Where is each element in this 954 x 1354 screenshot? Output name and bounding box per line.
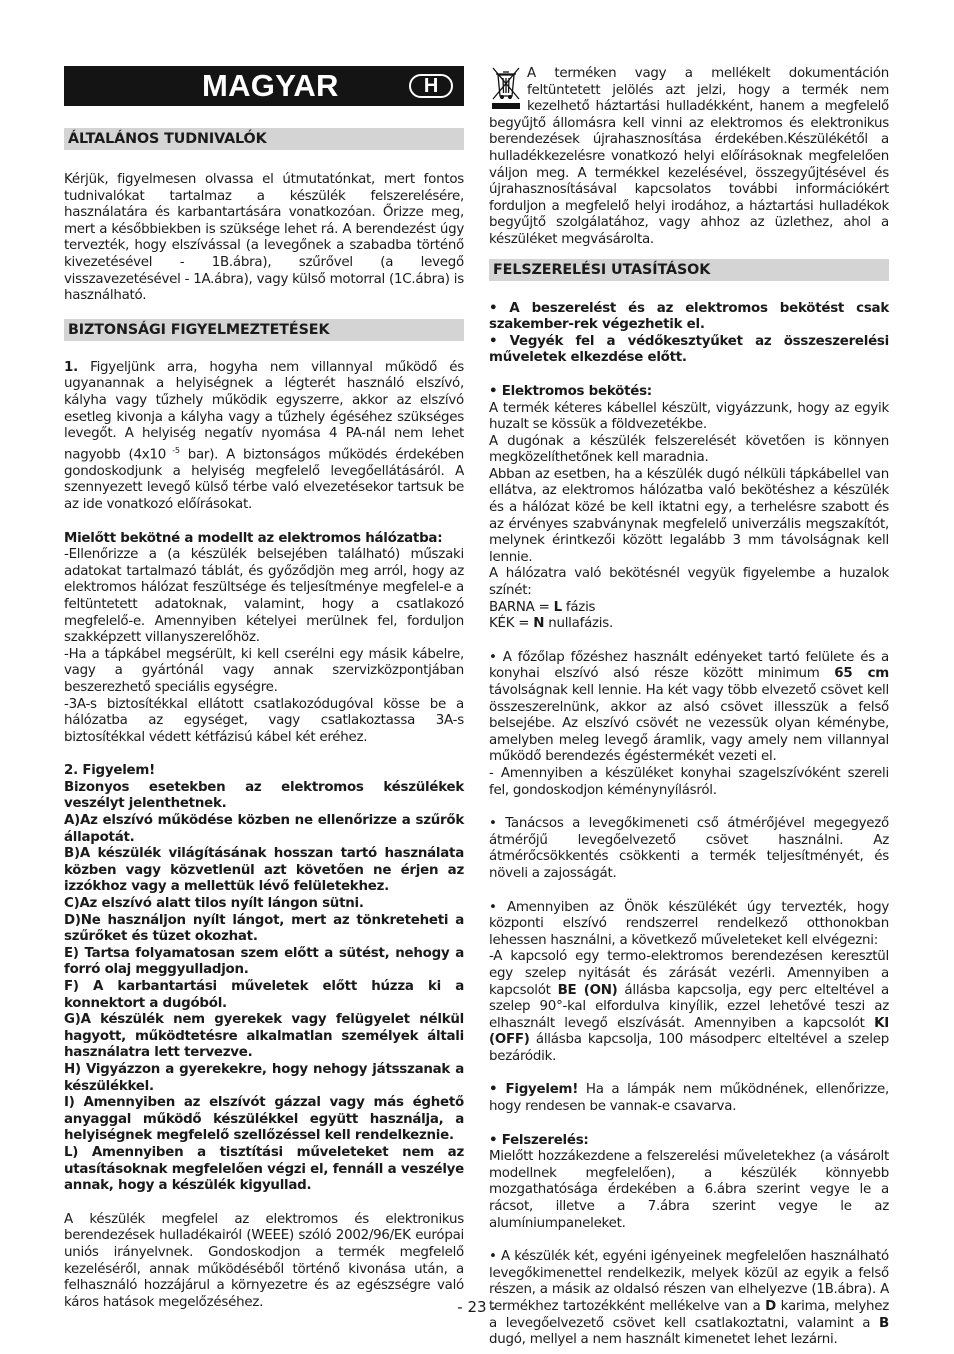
page-number: - 23 - — [457, 1298, 497, 1316]
lamp-warning: • Figyelem! Ha a lámpák nem működnének, ellenőrizze, hogy rendesen be vannak-e csavarva. — [489, 1082, 889, 1115]
electrical-text: A hálózatra való bekötésnél vegyük figyelembe a huzalok színét: — [489, 566, 889, 599]
weee-paragraph: A készülék megfelel az elektromos és elektronikus berendezések hulladékairól (WEEE) szóló 2002/96/EK európai uniós irányelvnek. Gondoskodjon a termék megfelelő kezeléséről, annak működéséből történő kivonása után, a felhasználó hozzájárul a környezetre és az egészségre való káros hatások megelőzéséhez. — [64, 1211, 464, 1310]
warning-item: A)Az elszívó működése közben ne ellenőrizze a szűrők állapotát. — [64, 813, 464, 845]
electrical-text: A dugónak a készülék felszerelését követően is könnyen megközelíthetőnek kell maradnia. — [489, 433, 889, 466]
warning-item: I) Amennyiben az elszívót gázzal vagy más éghető anyaggal működő készülékkel együtt használja, a helyiségnek megfelelő szellőzéssel kell rendelkeznie. — [64, 1095, 464, 1144]
warning-item: C)Az elszívó alatt tilos nyílt lángon sütni. — [64, 896, 364, 912]
install-bullet: • Vegyék fel a védőkesztyűket az összeszerelési műveletek elkezdése előtt. — [489, 333, 889, 366]
language-banner — [64, 66, 464, 106]
warning-item: F) A karbantartási műveletek előtt húzza ki a konnektort a dugóból. — [64, 979, 464, 1011]
crossed-bin-icon — [489, 66, 523, 111]
central-system-paragraph: • Amennyiben az Önök készülékét úgy tervezték, hogy központi elszívó rendszerrel rendelkező otthonokban lehessen használni, a következő műveleteket kell elvégezni: — [489, 899, 889, 948]
wire-brown: BARNA = L fázis — [489, 599, 596, 615]
wire-blue: KÉK = N nullafázis. — [489, 616, 614, 632]
install-bullet: • A beszerelést és az elektromos bekötést csak szakember-rek végezhetik el. — [489, 300, 889, 333]
electrical-heading: • Elektromos bekötés: — [489, 383, 652, 399]
duct-paragraph: • Tanácsos a levegőkimeneti cső átmérőjével megegyező átmérőjű levegőelvezető csövet használni. Az átmérőcsökkentés csökkenti a termék teljesítményét, és növeli a zajosságát. — [489, 816, 889, 881]
section-heading-safety: BIZTONSÁGI FIGYELMEZTETÉSEK — [64, 319, 464, 341]
electrical-text: A termék kéteres kábellel készült, vigyázzunk, hogy az egyik huzalt se kössük a földvezetékbe. — [489, 400, 889, 433]
left-column — [64, 66, 464, 1311]
mounting-text: Mielőtt hozzákezdene a felszerelési műveletekhez (a vásárolt modellnek megfelelően), a készülék könnyebb mozgathatósága érdekében a 6.ábra szerint vegye le a rácsot, illetve a 7.ábra szerint vegye le az alumíniumpaneleket. — [489, 1149, 889, 1231]
valve-paragraph: -A kapcsoló egy termo-elektromos berendezésen keresztül egy szelep nyitását és zárását vezérli. Amennyiben a kapcsolót BE (ON) állásba kapcsolja, egy perc elteltével a szelep 90°-kal elfordulva kinyílik, ezzel lehetővé teszi az elhasznált levegő elszívását. Amennyiben a kapcsolót KI (OFF) állásba kapcsolja, 100 másodperc elteltével a szelep bezáródik. — [489, 949, 889, 1064]
section-heading-install: FELSZERELÉSI UTASÍTÁSOK — [489, 259, 889, 281]
electrical-text: Abban az esetben, ha a készülék dugó nélküli tápkábellel van ellátva, az elektromos hálózatba való bekötéshez a készülék és a hálózat közé be kell iktatni egy, a terhelésre szabott és az érvényes szabványnak megfelelő univerzális megszakítót, melynek érintkezői között legalább 3 mm távolságnak kell lennie. — [489, 466, 889, 565]
language-badge: H — [409, 74, 453, 98]
warning-item: L) Amennyiben a tisztítási műveleteket nem az utasításoknak megfelelően végzi el, fennáll a veszélye annak, hogy a készülék kigyullad. — [64, 1144, 464, 1194]
chimney-paragraph: - Amennyiben a készüléket konyhai szagelszívóként szereli fel, gondoskodjon kéménynyílásról. — [489, 765, 889, 798]
before-connect-heading: Mielőtt bekötné a modellt az elektromos hálózatba: — [64, 530, 443, 546]
before-connect-item: -Ellenőrizze a (a készülék belsejében található) műszaki adatokat tartalmazó táblát, és győződjön meg arról, hogy az elektromos hálózat feszültsége és teljesítménye megfelel-e a feltüntetett adatoknak, valamint, hogy a csatlakozó megfelelő-e. Amennyiben kételyei merülnek fel, forduljon szakképzett villanyszerelőhöz. — [64, 547, 464, 646]
general-paragraph: Kérjük, figyelmesen olvassa el útmutatónkat, mert fontos tudnivalókat tartalmaz a készülék felszerelésére, használatára és karbantartására vonatkozóan. Őrizze meg, mert a későbbiekben is szüksége lehet rá. A berendezést úgy tervezték, hogy elszívással (a levegőnek a szabadba történő kivezetésével - 1B.ábra), szűrővel (a levegő visszavezetésével - 1A.ábra), vagy külső motorral (1C.ábra) is használható. — [64, 172, 464, 304]
safety-number-1: 1. — [64, 359, 78, 375]
section-heading-general: ÁLTALÁNOS TUDNIVALÓK — [64, 128, 464, 150]
language-title: MAGYAR — [202, 67, 339, 103]
distance-paragraph: • A főzőlap főzéshez használt edényeket tartó felülete és a konyhai elszívó alsó része között minimum 65 cm távolságnak kell lennie. Ha két vagy több elvezető csövet kell összeszerelnünk, akkor az alsó csövet illesszük a felső belsejébe. Az elszívó csövét ne vezessük olyan kéménybe, amelyben meleg levegő áramlik, vagy amely nem villannyal működő berendezés égéstermékét vezeti el. — [489, 649, 889, 765]
warning-item: E) Tartsa folyamatosan szem előtt a sütést, nehogy a forró olaj meggyulladjon. — [64, 945, 464, 978]
right-column — [489, 66, 889, 1349]
mounting-heading: • Felszerelés: — [489, 1132, 589, 1148]
before-connect-item: -3A-s biztosítékkal ellátott csatlakozódugóval kösse be a hálózatba az egységet, vagy csatlakoztassa 3A-s biztosítékkal védett kétfázisú kábel két eréhez. — [64, 696, 464, 745]
disposal-paragraph: A terméken vagy a mellékelt dokumentáción feltüntetett jelölés azt jelzi, hogy a termék nem kezelhető háztartási hulladékként, hanem a megfelelő begyűjtő állomásra kell vinni az elektromos és elektronikus berendezések újrahasznosítása érdekében.Készülékétől a hulladékkezelésre vonatkozó helyi előírásoknak megfelelően váljon meg. A termékkel kezelésével, összegyűjtésével és újrahasznosításával kapcsolatos további információkért forduljon a megfelelő helyi irodához, a háztartási hulladékok begyűjtő szolgálatához, vagy ahhoz az üzlethez, ahol a készüléket megvásárolta. — [489, 66, 889, 247]
warning-heading: 2. Figyelem! — [64, 763, 155, 779]
warning-item: Bizonyos esetekben az elektromos készülékek veszélyt jelenthetnek. — [64, 779, 464, 812]
warning-item: B)A készülék világításának hosszan tartó használata közben vagy közvetlenül azt követően ne érjen az izzókhoz vagy a mellettük lévő felületekhez. — [64, 846, 464, 895]
outlets-paragraph: • A készülék két, egyéni igényeinek megfelelően használható levegőkimenettel rendelkezik, melyek közül az egyik a felső részen, a másik az oldalsó részen van elhelyezve (1B.ábra). A termékhez tartozékként mellékelve van a D karima, melyhez a levegőelvezető csövet kell csatlakoztatni, valamint a B dugó, mellyel a nem használt kimenetet lehet lezárni. — [489, 1249, 889, 1348]
warning-item: D)Ne használjon nyílt lángot, mert az tönkreteheti a szűrőket és tüzet okozhat. — [64, 912, 464, 945]
before-connect-item: -Ha a tápkábel megsérült, ki kell cserélni egy másik kábelre, vagy a gyártónál vagy annak szervizközpontjában beszerezhető speciális egységre. — [64, 646, 464, 695]
safety-paragraph-1: 1. Figyeljünk arra, hogyha nem villannyal működő és ugyanannak a helyiségnek a légterét használó elszívó, kályha vagy tűzhely működik egyszerre, akkor az elszívó esetleg kivonja a kályha vagy a tűzhely égéséhez szükséges levegőt. A helyiség negatív nyomása 4 PA-nál nem lehet nagyobb (4x10 $^{-5}$ bar). A biztonságos működés érdekében gondoskodjunk a helyiség megfelelő levegőellátásáról. A szennyezett levegő külső térbe való elvezetésekor tartsuk be az ide vonatkozó előírásokat. — [64, 359, 464, 512]
warning-item: G)A készülék nem gyerekek vagy felügyelet nélkül hagyott, működtetésre alkalmatlan személyek általi használatra lett tervezve. — [64, 1012, 464, 1061]
warning-item: H) Vigyázzon a gyerekekre, hogy nehogy játsszanak a készülékkel. — [64, 1061, 464, 1094]
